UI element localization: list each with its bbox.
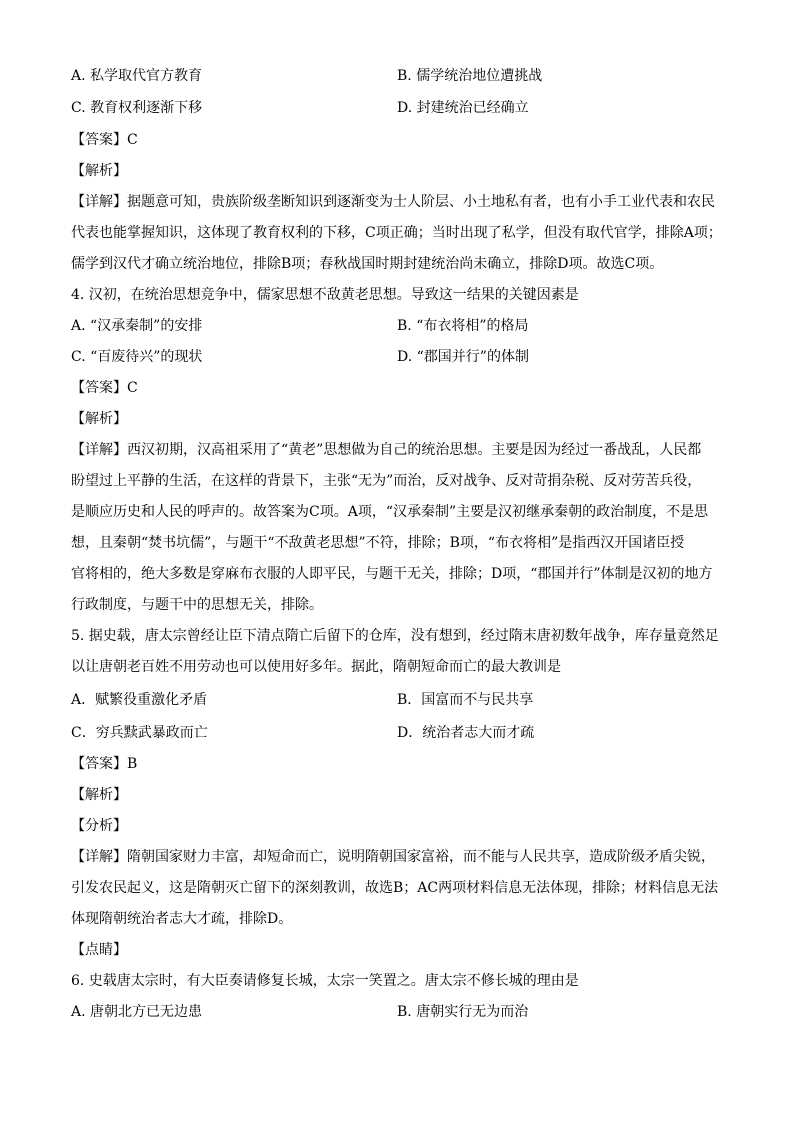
q4-option-d: D. “郡国并行”的体制 (397, 349, 529, 365)
q6-stem: 6. 史载唐太宗时，有大臣奏请修复长城，太宗一笑置之。唐太宗不修长城的理由是 (71, 973, 579, 989)
q3-analysis-label: 【解析】 (71, 163, 127, 179)
q4-detail-line-2: 盼望过上平静的生活，在这样的背景下，主张“无为”而治，反对战争、反对苛捐杂税、反对劳苦兵役， (71, 473, 702, 489)
q3-detail-line-3: 儒学到汉代才确立统治地位，排除B项；春秋战国时期封建统治尚未确立，排除D项。故选C项。 (71, 256, 664, 272)
q4-analysis-label: 【解析】 (71, 411, 127, 427)
q5-option-b: B．国富而不与民共享 (397, 692, 534, 708)
q4-detail-line-1: 【详解】西汉初期，汉高祖采用了“黄老”思想做为自己的统治思想。主要是因为经过一番战乱，人民都 (71, 442, 702, 458)
q5-stem-line-2: 以让唐朝老百姓不用劳动也可以使用好多年。据此，隋朝短命而亡的最大教训是 (71, 659, 561, 675)
q5-option-d: D．统治者志大而才疏 (397, 725, 535, 741)
q4-option-b: B. “布衣将相”的格局 (397, 318, 529, 334)
q4-stem: 4. 汉初，在统治思想竞争中，儒家思想不敌黄老思想。导致这一结果的关键因素是 (71, 287, 579, 303)
q5-analysis-label: 【解析】 (71, 787, 127, 803)
q4-option-c: C. “百废待兴”的现状 (71, 349, 203, 365)
q3-detail-line-2: 代表也能掌握知识，这体现了教育权利的下移，C项正确；当时出现了私学，但没有取代官学，排除A项； (71, 225, 722, 241)
q5-fenxi-label: 【分析】 (71, 818, 127, 834)
q5-option-c: C．穷兵黩武暴政而亡 (71, 725, 208, 741)
q3-answer: 【答案】C (71, 132, 138, 148)
q4-option-a: A. “汉承秦制”的安排 (71, 318, 203, 334)
q5-detail-line-2: 引发农民起义，这是隋朝灭亡留下的深刻教训，故选B；AC两项材料信息无法体现，排除；材料信息无法 (71, 880, 719, 896)
q3-option-b: B. 儒学统治地位遭挑战 (397, 68, 543, 84)
q3-detail-line-1: 【详解】据题意可知，贵族阶级垄断知识到逐渐变为士人阶层、小土地私有者，也有小手工业代表和农民 (71, 194, 715, 210)
q5-dianjing-label: 【点睛】 (71, 942, 127, 958)
q5-option-a: A．赋繁役重激化矛盾 (71, 692, 208, 708)
q4-detail-line-6: 行政制度，与题干中的思想无关，排除。 (71, 597, 323, 613)
q5-detail-line-3: 体现隋朝统治者志大才疏，排除D。 (71, 911, 293, 927)
q3-option-d: D. 封建统治已经确立 (397, 100, 529, 116)
q6-option-b: B. 唐朝实行无为而治 (397, 1004, 529, 1020)
q5-detail-line-1: 【详解】隋朝国家财力丰富，却短命而亡，说明隋朝国家富裕，而不能与人民共享，造成阶级矛盾尖锐， (71, 849, 715, 865)
q4-detail-line-5: 官将相的，绝大多数是穿麻布衣服的人即平民，与题干无关，排除；D项，“郡国并行”体制是汉初的地方 (71, 566, 713, 582)
q4-detail-line-4: 想，且秦朝“焚书坑儒”，与题干“不敌黄老思想”不符，排除；B项，“布衣将相”是指西汉开国诸臣授 (71, 535, 685, 551)
q5-answer: 【答案】B (71, 756, 138, 772)
q6-option-a: A. 唐朝北方已无边患 (71, 1004, 203, 1020)
q3-option-c: C. 教育权利逐渐下移 (71, 100, 203, 116)
q4-answer: 【答案】C (71, 380, 138, 396)
q5-stem-line-1: 5. 据史载，唐太宗曾经让臣下清点隋亡后留下的仓库，没有想到，经过隋末唐初数年战争，库存量竟然足 (71, 628, 719, 644)
q4-detail-line-3: 是顺应历史和人民的呼声的。故答案为C项。A项，“汉承秦制”主要是汉初继承秦朝的政治制度，不是思 (71, 504, 709, 520)
q3-option-a: A. 私学取代官方教育 (71, 68, 203, 84)
